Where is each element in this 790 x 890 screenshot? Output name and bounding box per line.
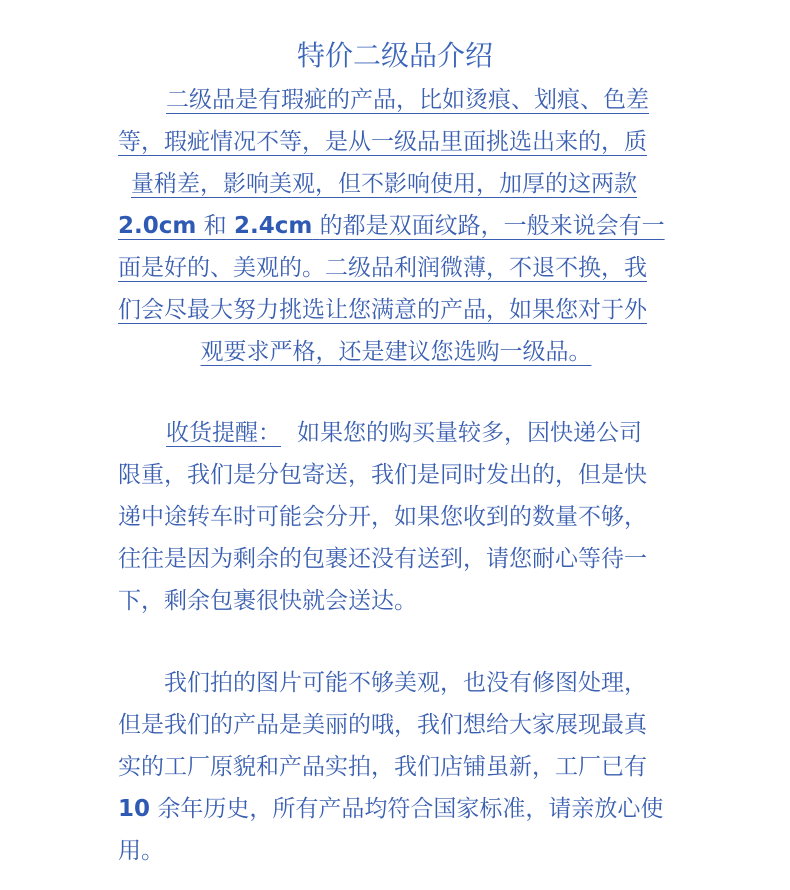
photos-line-2	[118, 705, 674, 745]
years-number: 10	[118, 796, 151, 822]
receipt-text-1: 如果您的购买量较多，因快递公司	[297, 420, 642, 446]
receipt-line-1	[118, 413, 674, 453]
photos-text-5: 用。	[118, 838, 164, 864]
intro-line-1	[118, 80, 674, 120]
page-title: 特价二级品介绍	[296, 39, 493, 72]
intro-and: 和	[203, 213, 227, 239]
intro-text-5: 面是好的、美观的。二级品利润微薄，不退不换，我	[118, 255, 647, 281]
intro-line-6	[118, 290, 674, 330]
receipt-label: 收货提醒：	[166, 420, 281, 446]
photos-line-5	[118, 831, 674, 871]
receipt-line-3	[118, 497, 674, 537]
receipt-text-5: 下，剩余包裹很快就会送达。	[118, 588, 417, 614]
receipt-line-5	[118, 581, 674, 621]
photos-line-4	[118, 789, 674, 829]
intro-text-6: 们会尽最大努力挑选让您满意的产品，如果您对于外	[118, 297, 647, 323]
receipt-text-2: 限重，我们是分包寄送，我们是同时发出的，但是快	[118, 462, 647, 488]
receipt-line-2	[118, 455, 674, 495]
photos-text-3: 实的工厂原貌和产品实拍，我们店铺虽新，工厂已有	[118, 754, 647, 780]
size-2-0cm: 2.0cm	[118, 213, 197, 239]
intro-line-2	[118, 122, 674, 162]
intro-line-4	[118, 206, 674, 246]
photos-line-3	[118, 747, 674, 787]
intro-line-5	[118, 248, 674, 288]
photos-line-1	[118, 663, 674, 703]
receipt-line-4	[118, 539, 674, 579]
intro-line-3	[118, 164, 674, 204]
size-2-4cm: 2.4cm	[233, 213, 313, 239]
photos-text-2: 但是我们的产品是美丽的哦，我们想给大家展现最真	[118, 712, 647, 738]
photos-text-4: 余年历史，所有产品均符合国家标准，请亲放心使	[157, 796, 664, 822]
intro-text-1: 二级品是有瑕疵的产品，比如烫痕、划痕、色差	[166, 87, 649, 113]
photos-text-1: 我们拍的图片可能不够美观，也没有修图处理，	[164, 670, 647, 696]
intro-text-2: 等，瑕疵情况不等，是从一级品里面挑选出来的，质	[118, 129, 647, 155]
receipt-text-3: 递中途转车时可能会分开，如果您收到的数量不够，	[118, 504, 647, 530]
intro-text-7: 观要求严格，还是建议您选购一级品。	[200, 339, 592, 365]
receipt-text-4: 往往是因为剩余的包裹还没有送到，请您耐心等待一	[118, 546, 647, 572]
intro-text-4: 的都是双面纹路，一般来说会有一	[319, 213, 665, 239]
intro-line-7	[118, 332, 674, 372]
intro-text-3: 量稍差，影响美观，但不影响使用，加厚的这两款	[131, 171, 637, 197]
